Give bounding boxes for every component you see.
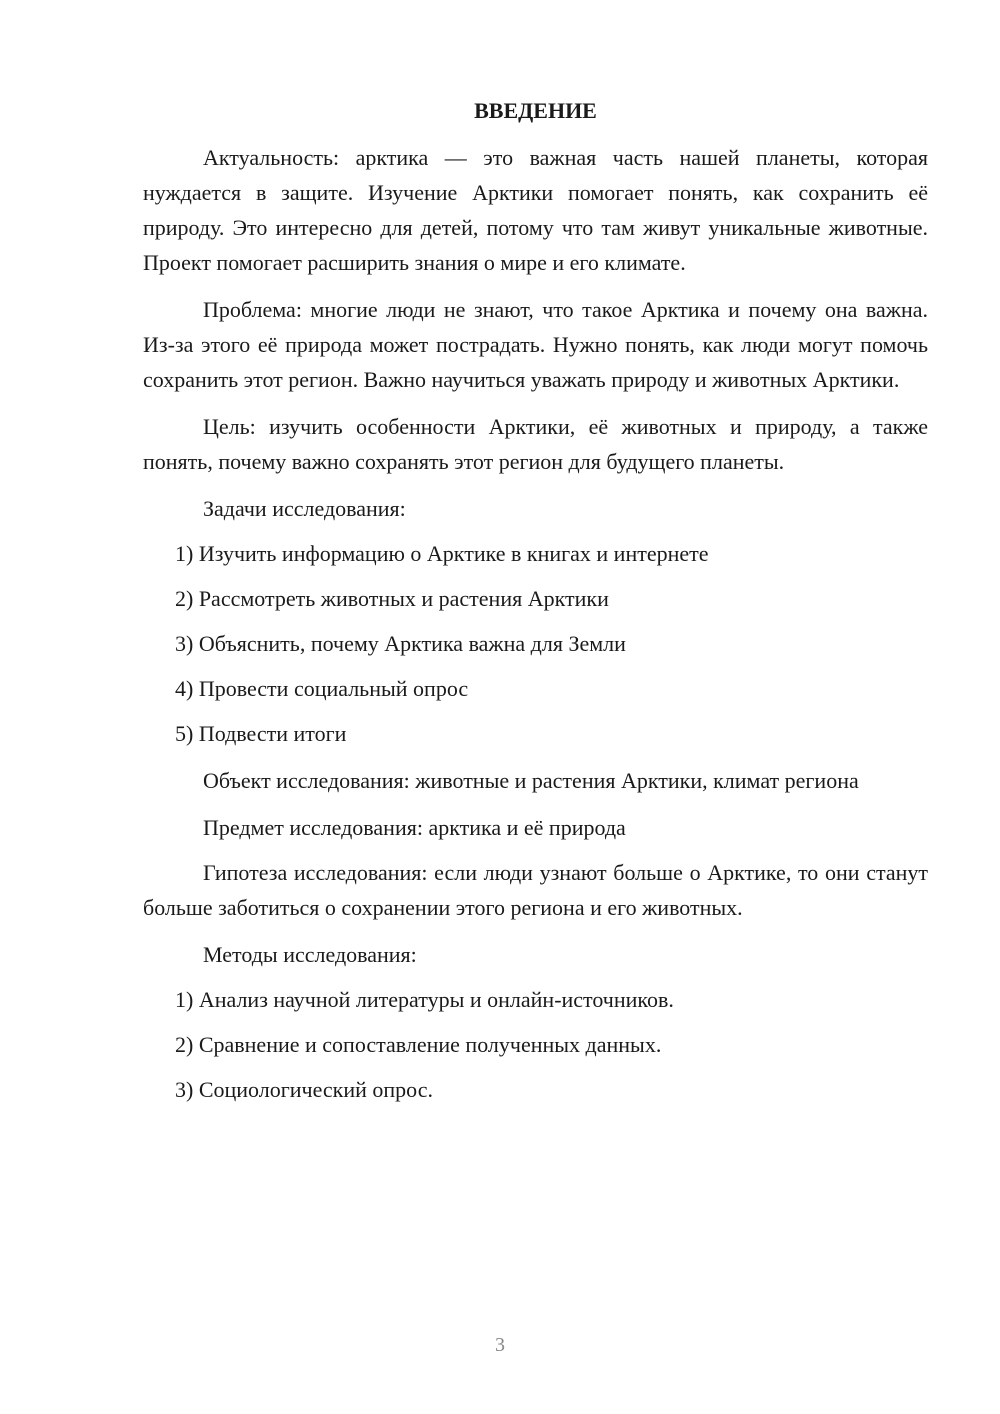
goal-paragraph: Цель: изучить особенности Арктики, её животных и природу, а также понять, почему важно сохранять этот регион для будущего планеты. <box>143 414 928 474</box>
method-item: 3) Социологический опрос. <box>175 1077 433 1102</box>
object-paragraph: Объект исследования: животные и растения Арктики, климат региона <box>203 768 859 793</box>
page-content <box>143 96 928 1117</box>
task-item: 2) Рассмотреть животных и растения Арктики <box>175 586 609 611</box>
hypothesis-paragraph: Гипотеза исследования: если люди узнают больше о Арктике, то они станут больше заботиться о сохранении этого региона и его животных. <box>143 860 928 920</box>
tasks-list <box>143 536 928 751</box>
method-item: 2) Сравнение и сопоставление полученных данных. <box>175 1032 662 1057</box>
task-item: 3) Объяснить, почему Арктика важна для Земли <box>175 631 626 656</box>
task-item: 4) Провести социальный опрос <box>175 676 469 701</box>
method-item: 1) Анализ научной литературы и онлайн-источников. <box>175 987 674 1012</box>
page-title: ВВЕДЕНИЕ <box>474 98 597 123</box>
problem-paragraph: Проблема: многие люди не знают, что такое Арктика и почему она важна. Из-за этого её природа может пострадать. Нужно понять, как люди могут помочь сохранить этот регион. Важно научиться уважать природу и животных Арктики. <box>143 297 928 392</box>
task-item: 5) Подвести итоги <box>175 721 347 746</box>
methods-list <box>143 982 928 1107</box>
methods-heading: Методы исследования: <box>203 942 417 967</box>
relevance-paragraph: Актуальность: арктика — это важная часть нашей планеты, которая нуждается в защите. Изучение Арктики помогает понять, как сохранить её природу. Это интересно для детей, потому что там живут уникальные животные. Проект помогает расширить знания о мире и его климате. <box>143 145 928 275</box>
tasks-heading: Задачи исследования: <box>203 496 406 521</box>
subject-paragraph: Предмет исследования: арктика и её природа <box>203 815 626 840</box>
task-item: 1) Изучить информацию о Арктике в книгах и интернете <box>175 541 709 566</box>
page-number: 3 <box>495 1334 505 1356</box>
